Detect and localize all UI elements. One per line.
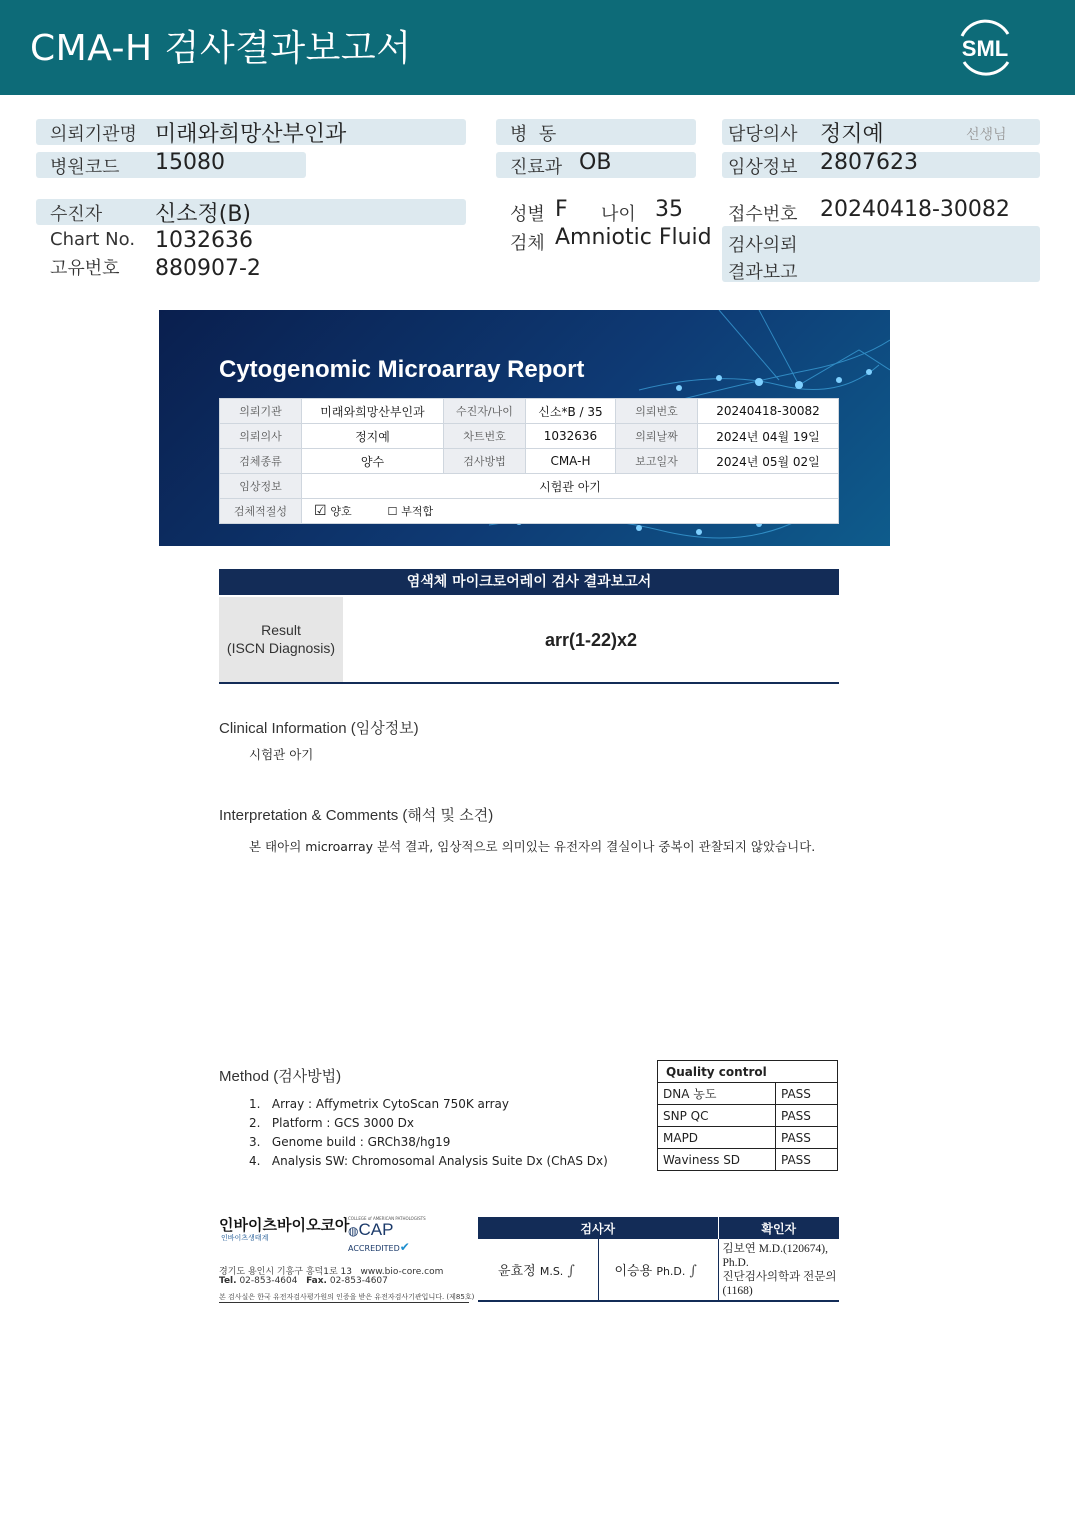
cell: 의뢰의사 <box>220 424 302 449</box>
qc-name: SNP QC <box>658 1105 776 1127</box>
signature-icon: ∫ <box>689 1263 697 1279</box>
cap-accredited: ACCREDITED✔ <box>348 1240 410 1254</box>
confirmer-line2: 진단검사의학과 전문의(1168) <box>722 1270 837 1297</box>
qc-result: PASS <box>776 1127 838 1149</box>
cap-accredited-logo <box>348 1216 426 1254</box>
table-row <box>220 424 839 449</box>
cell: 2024년 04월 19일 <box>698 424 839 449</box>
department-label: 진료과 <box>510 157 563 178</box>
sex-label: 성별 <box>510 204 545 225</box>
interpretation-text: 본 태아의 microarray 분석 결과, 임상적으로 의미있는 유전자의 결실이나 중복이 관찰되지 않았습니다. <box>249 839 816 854</box>
report-banner <box>159 310 890 546</box>
confirmer-header: 확인자 <box>718 1217 839 1239</box>
cell: 수진자/나이 <box>443 399 525 424</box>
result-report-label: 결과보고 <box>728 262 798 283</box>
cell: 양수 <box>302 449 444 474</box>
logo-text: SML <box>961 36 1009 61</box>
institution-label: 의뢰기관명 <box>50 124 137 145</box>
table-row <box>658 1061 838 1083</box>
clinical-info-title: Clinical Information (임상정보) <box>219 720 419 737</box>
qc-result: PASS <box>776 1149 838 1171</box>
method-item: 3. Genome build : GRCh38/hg19 <box>249 1135 451 1149</box>
quality-control-table <box>657 1060 838 1171</box>
table-row <box>478 1217 839 1239</box>
patient-value: 신소정(B) <box>155 202 252 227</box>
qc-title: Quality control <box>658 1061 838 1083</box>
adequacy-label: 검체적절성 <box>220 499 302 524</box>
check-icon: ✔ <box>399 1240 410 1254</box>
page-title: CMA-H 검사결과보고서 <box>30 28 412 69</box>
report-summary-table <box>219 398 839 524</box>
examiner-header: 검사자 <box>478 1217 718 1239</box>
examiner2-name: 이승용 <box>614 1264 653 1279</box>
cell: 정지예 <box>302 424 444 449</box>
request-label: 검사의뢰 <box>728 235 798 256</box>
clinical-info-value: 시험관 아기 <box>302 474 839 499</box>
clinical-info-text: 시험관 아기 <box>249 747 314 762</box>
examiner1-cell <box>478 1239 598 1301</box>
table-row <box>658 1105 838 1127</box>
qc-name: MAPD <box>658 1127 776 1149</box>
cell: 1032636 <box>525 424 615 449</box>
cell: 차트번호 <box>443 424 525 449</box>
adequacy-cell <box>302 499 839 524</box>
method-item: 2. Platform : GCS 3000 Dx <box>249 1116 414 1130</box>
divider <box>219 682 839 684</box>
unique-label: 고유번호 <box>50 258 120 279</box>
department-value: OB <box>579 150 612 175</box>
result-label <box>219 597 343 683</box>
examiner2-degree: Ph.D. <box>656 1265 686 1278</box>
specimen-value: Amniotic Fluid <box>555 225 712 250</box>
doctor-label: 담당의사 <box>728 124 798 145</box>
chart-label: Chart No. <box>50 229 136 250</box>
checkbox-icon: ☐ <box>387 505 398 518</box>
qc-name: Waviness SD <box>658 1149 776 1171</box>
sml-logo <box>950 14 1020 80</box>
table-row <box>478 1239 839 1301</box>
receipt-label: 접수번호 <box>728 204 798 225</box>
divider <box>219 1302 469 1303</box>
clinical-label: 임상정보 <box>728 157 798 178</box>
institution-value: 미래와희망산부인과 <box>155 122 347 147</box>
cap-top-text: COLLEGE of AMERICAN PATHOLOGISTS <box>348 1216 426 1221</box>
cell: CMA-H <box>525 449 615 474</box>
method-title: Method (검사방법) <box>219 1068 342 1085</box>
adequacy-bad: 부적합 <box>401 505 434 518</box>
lab-contact: Tel. 02-853-4604 Fax. 02-853-4607 <box>219 1276 388 1286</box>
cell: 20240418-30082 <box>698 399 839 424</box>
examiner1-name: 윤효정 <box>498 1264 536 1279</box>
result-heading: 염색체 마이크로어레이 검사 결과보고서 <box>219 569 839 595</box>
clinical-value: 2807623 <box>820 150 918 175</box>
signature-table <box>478 1217 839 1302</box>
table-row <box>658 1149 838 1171</box>
method-item: 1. Array : Affymetrix CytoScan 750K array <box>249 1097 510 1111</box>
banner-title: Cytogenomic Microarray Report <box>219 356 585 383</box>
confirmer-line1: 김보연 M.D.(120674), Ph.D. <box>722 1242 829 1269</box>
cell: 검사방법 <box>443 449 525 474</box>
confirmer-cell <box>718 1239 839 1301</box>
qc-result: PASS <box>776 1105 838 1127</box>
cell: 의뢰번호 <box>616 399 698 424</box>
chart-value: 1032636 <box>155 228 253 253</box>
method-item: 4. Analysis SW: Chromosomal Analysis Suite Dx (ChAS Dx) <box>249 1154 608 1168</box>
age-value: 35 <box>655 197 683 222</box>
result-label-line2: (ISCN Diagnosis) <box>226 640 336 656</box>
lab-certification: 본 검사실은 한국 유전자검사평가원의 인증을 받은 유전자검사기관입니다. (제85호) <box>219 1293 475 1301</box>
table-row <box>220 399 839 424</box>
check-icon: ☑ <box>314 503 327 519</box>
cell: 신소*B / 35 <box>525 399 615 424</box>
sex-value: F <box>555 197 568 222</box>
doctor-value: 정지예 <box>820 122 884 147</box>
table-row <box>658 1127 838 1149</box>
clinical-info-label: 임상정보 <box>220 474 302 499</box>
examiner1-degree: M.S. <box>539 1265 564 1278</box>
table-row <box>220 449 839 474</box>
cell: 검체종류 <box>220 449 302 474</box>
result-value: arr(1-22)x2 <box>544 630 638 650</box>
adequacy-good: 양호 <box>330 505 352 518</box>
interpretation-title: Interpretation & Comments (해석 및 소견) <box>219 807 494 824</box>
cell: 의뢰날짜 <box>616 424 698 449</box>
qc-name: DNA 농도 <box>658 1083 776 1105</box>
specimen-label: 검체 <box>510 233 545 254</box>
table-row <box>220 499 839 524</box>
hospital-code-label: 병원코드 <box>50 157 120 178</box>
cell: 미래와희망산부인과 <box>302 399 444 424</box>
receipt-value: 20240418-30082 <box>820 197 1010 222</box>
lab-address: 경기도 용인시 기흥구 흥덕1로 13 www.bio-core.com <box>219 1267 444 1277</box>
age-label: 나이 <box>601 204 636 225</box>
examiner2-cell <box>598 1239 718 1301</box>
result-label-line1: Result <box>261 622 301 638</box>
lab-sub-text: 인바이츠생태계 <box>221 1234 269 1242</box>
cell: 2024년 05월 02일 <box>698 449 839 474</box>
qc-result: PASS <box>776 1083 838 1105</box>
table-row <box>220 474 839 499</box>
cell: 보고일자 <box>616 449 698 474</box>
signature-icon: ∫ <box>567 1263 575 1279</box>
table-row <box>658 1083 838 1105</box>
lab-logo-text: 인바이츠바이오코아 <box>219 1216 350 1234</box>
cell: 의뢰기관 <box>220 399 302 424</box>
cap-mark: ◍CAP <box>348 1220 394 1239</box>
cap-globe-icon: ◍ <box>348 1224 359 1238</box>
patient-label: 수진자 <box>50 204 103 225</box>
doctor-suffix: 선생님 <box>966 127 1007 143</box>
hospital-code-value: 15080 <box>155 150 225 175</box>
ward-label: 병 동 <box>510 124 557 145</box>
unique-value: 880907-2 <box>155 256 261 281</box>
